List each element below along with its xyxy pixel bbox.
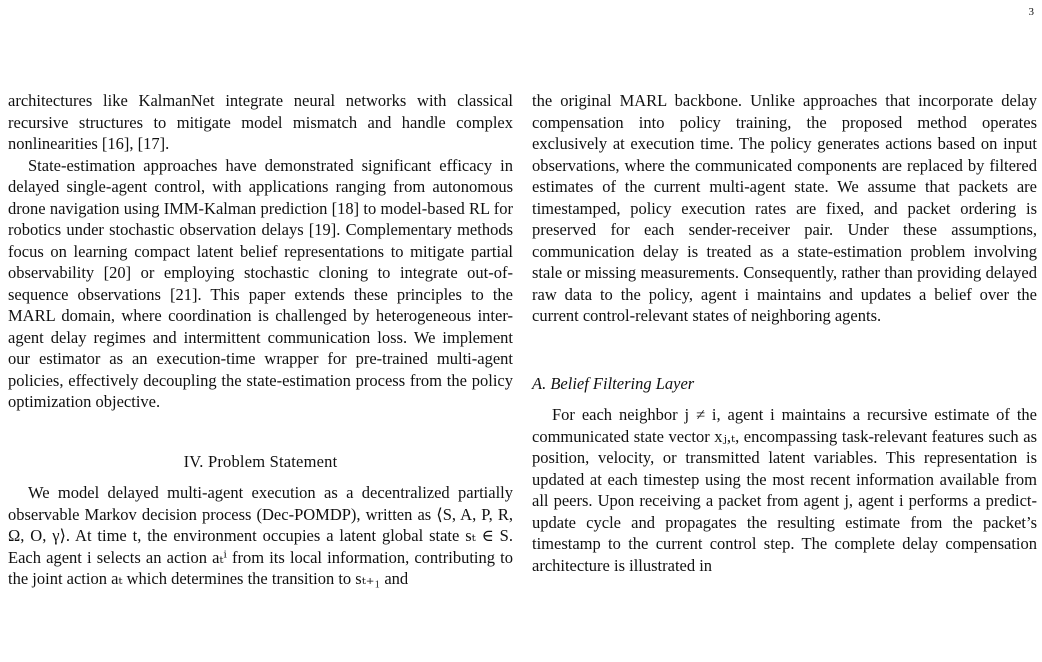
paragraph: We model delayed multi-agent execution as a decentralized partially observable Markov decision process (Dec-POMDP), written as ⟨S, A, P, R, Ω, O, γ⟩. At time t, the environment occupies a latent global state sₜ ∈ S. Each agent i selects an action aₜⁱ from its local information, contributing to the joint action aₜ which determines the transition to sₜ₊₁ and (8, 483, 513, 588)
paragraph: architectures like KalmanNet integrate neural networks with classical recursive structures to mitigate model mismatch and handle complex nonlinearities [16], [17]. (8, 91, 513, 153)
paragraph: State-estimation approaches have demonstrated significant efficacy in delayed single-agent control, with applications ranging from autonomous drone navigation using IMM-Kalman prediction [18] to model-based RL for robotics under stochastic observation delays [19]. Complementary methods focus on learning compact latent belief representations to mitigate partial observability [20] or employing stochastic cloning to integrate out-of-sequence observations [21]. This paper extends these principles to the MARL domain, where coordination is challenged by heterogeneous inter-agent delay regimes and intermittent communication loss. We implement our estimator as an execution-time wrapper for pre-trained multi-agent policies, effectively decoupling the state-estimation process from the policy optimization objective. (8, 155, 513, 411)
paragraph: the original MARL backbone. Unlike approaches that incorporate delay compensation into policy training, the proposed method operates exclusively at execution time. The policy generates actions based on input observations, where the communicated components are replaced by filtered estimates of the current multi-agent state. We assume that packets are timestamped, policy execution rates are fixed, and packet ordering is preserved for each sender-receiver pair. Under these assumptions, communication delay is treated as a state-estimation problem involving stale or missing measurements. Consequently, rather than providing delayed raw data to the policy, agent i maintains and updates a belief over the current control-relevant states of neighboring agents. (532, 91, 1037, 325)
paragraph: For each neighbor j ≠ i, agent i maintains a recursive estimate of the communicated state vector xⱼ,ₜ, encompassing task-relevant features such as position, velocity, or transmitted latent variables. This representation is updated at each timestep using the most recent information available from all peers. Upon receiving a packet from agent j, agent i performs a predict-update cycle and propagates the resulting estimate from the packet’s timestamp to the current control step. The complete delay compensation architecture is illustrated in (532, 405, 1037, 575)
left-column (8, 90, 513, 590)
section-heading: IV. Problem Statement (183, 451, 338, 471)
right-column (532, 90, 1037, 576)
page-number: 3 (1028, 6, 1034, 18)
subsection-heading: A. Belief Filtering Layer (532, 373, 695, 393)
